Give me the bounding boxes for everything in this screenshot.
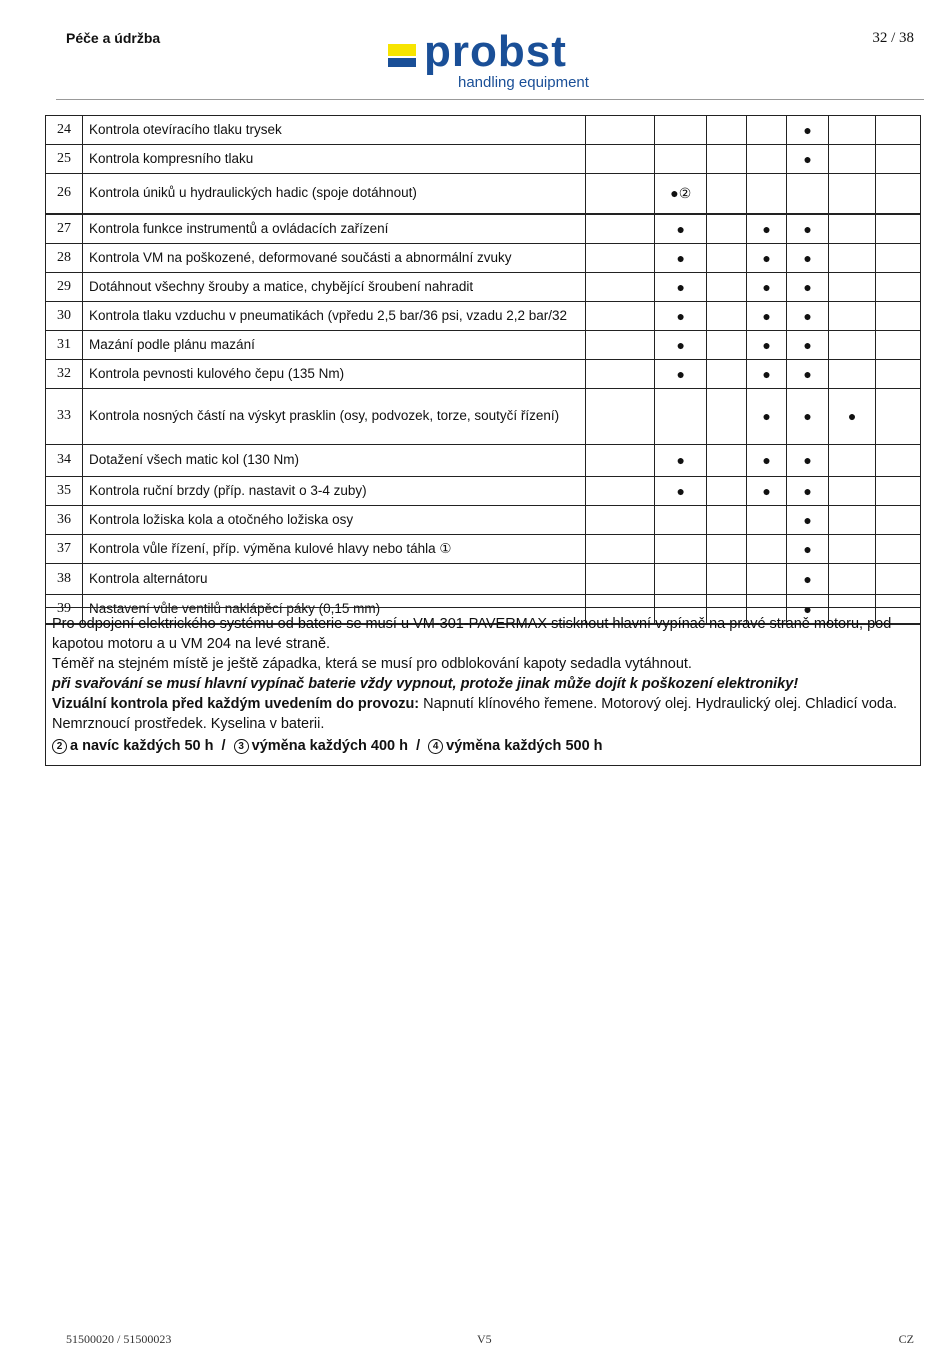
legend-separator: / [221, 738, 226, 754]
row-number: 39 [46, 594, 83, 624]
visual-check-label: Vizuální kontrola před každým uvedením do provozu: [52, 696, 420, 712]
interval-mark-cell [747, 534, 787, 563]
table-row [46, 272, 921, 301]
interval-mark-cell [829, 145, 876, 174]
interval-mark-cell [707, 243, 747, 272]
table-row [46, 145, 921, 174]
interval-mark-cell: ● [655, 301, 707, 330]
table-row [46, 505, 921, 534]
row-number: 25 [46, 145, 83, 174]
interval-mark-cell: ● [747, 301, 787, 330]
interval-mark-cell [707, 563, 747, 594]
interval-mark-cell: ● [787, 116, 829, 145]
legend-symbol-2: 2 [52, 739, 67, 754]
interval-mark-cell [707, 359, 747, 388]
interval-mark-cell: ● [655, 359, 707, 388]
interval-mark-cell: ● [787, 359, 829, 388]
interval-mark-cell [876, 388, 921, 444]
interval-mark-cell: ●② [655, 174, 707, 214]
table-row [46, 476, 921, 505]
table-row [46, 174, 921, 214]
interval-mark-cell [829, 116, 876, 145]
interval-mark-cell [876, 174, 921, 214]
interval-mark-cell [876, 116, 921, 145]
row-description: Kontrola nosných částí na výskyt prasklin (osy, podvozek, torze, soutyčí řízení) [82, 388, 585, 444]
legend-text-2: a navíc každých 50 h [70, 738, 214, 754]
row-number: 34 [46, 444, 83, 476]
interval-mark-cell: ● [787, 301, 829, 330]
interval-mark-cell [586, 505, 655, 534]
row-number: 33 [46, 388, 83, 444]
interval-mark-cell [876, 563, 921, 594]
interval-mark-cell [655, 505, 707, 534]
table-row [46, 243, 921, 272]
row-description: Kontrola otevíracího tlaku trysek [82, 116, 585, 145]
interval-mark-cell [829, 359, 876, 388]
interval-mark-cell [586, 301, 655, 330]
interval-mark-cell [747, 145, 787, 174]
interval-mark-cell: ● [747, 388, 787, 444]
interval-mark-cell [586, 116, 655, 145]
row-number: 24 [46, 116, 83, 145]
interval-mark-cell: ● [787, 476, 829, 505]
interval-mark-cell [747, 174, 787, 214]
row-description: Mazání podle plánu mazání [82, 330, 585, 359]
interval-mark-cell [829, 563, 876, 594]
interval-mark-cell: ● [787, 388, 829, 444]
interval-mark-cell [876, 214, 921, 244]
interval-mark-cell [707, 214, 747, 244]
interval-mark-cell [829, 243, 876, 272]
interval-mark-cell [876, 272, 921, 301]
legend [52, 736, 914, 756]
interval-mark-cell: ● [655, 272, 707, 301]
row-description: Kontrola ložiska kola a otočného ložiska osy [82, 505, 585, 534]
interval-mark-cell [829, 214, 876, 244]
logo-yellow-bar [388, 44, 416, 56]
interval-mark-cell: ● [747, 476, 787, 505]
table-row [46, 444, 921, 476]
table-row [46, 330, 921, 359]
interval-mark-cell [829, 476, 876, 505]
interval-mark-cell [586, 174, 655, 214]
interval-mark-cell: ● [655, 214, 707, 244]
note-disconnect: Pro odpojení elektrického systému od baterie se musí u VM-301-PAVERMAX stisknout hlavní vypínač na pravé straně motoru, pod kapotou motoru a u VM 204 na levé straně. [52, 616, 892, 652]
interval-mark-cell: ● [787, 214, 829, 244]
row-description: Kontrola kompresního tlaku [82, 145, 585, 174]
visual-check-text: Napnutí klínového řemene. Motorový olej. Hydraulický olej. Chladicí voda. Nemrznoucí prostředek. Kyselina v baterii. [52, 696, 898, 732]
interval-mark-cell [707, 330, 747, 359]
note-welding-warning: při svařování se musí hlavní vypínač baterie vždy vypnout, protože jinak může dojít k poškození elektroniky! [52, 676, 799, 692]
interval-mark-cell [586, 388, 655, 444]
row-description: Kontrola alternátoru [82, 563, 585, 594]
interval-mark-cell: ● [787, 145, 829, 174]
row-number: 31 [46, 330, 83, 359]
interval-mark-cell [707, 174, 747, 214]
table-row [46, 359, 921, 388]
row-number: 27 [46, 214, 83, 244]
interval-mark-cell [876, 243, 921, 272]
interval-mark-cell [655, 388, 707, 444]
interval-mark-cell [829, 534, 876, 563]
interval-mark-cell: ● [787, 594, 829, 624]
interval-mark-cell [829, 505, 876, 534]
row-description: Dotáhnout všechny šrouby a matice, chybějící šroubení nahradit [82, 272, 585, 301]
row-description: Dotažení všech matic kol (130 Nm) [82, 444, 585, 476]
interval-mark-cell [707, 444, 747, 476]
footer-language: CZ [898, 1332, 914, 1346]
interval-mark-cell [876, 476, 921, 505]
interval-mark-cell [586, 243, 655, 272]
interval-mark-cell [586, 563, 655, 594]
maintenance-table [45, 115, 921, 625]
interval-mark-cell [707, 534, 747, 563]
interval-mark-cell: ● [829, 388, 876, 444]
interval-mark-cell [829, 174, 876, 214]
interval-mark-cell [829, 272, 876, 301]
legend-text-4: výměna každých 500 h [446, 738, 603, 754]
interval-mark-cell [586, 359, 655, 388]
interval-mark-cell [747, 505, 787, 534]
row-number: 32 [46, 359, 83, 388]
table-row [46, 214, 921, 244]
interval-mark-cell [655, 563, 707, 594]
row-number: 26 [46, 174, 83, 214]
interval-mark-cell [655, 116, 707, 145]
interval-mark-cell [707, 505, 747, 534]
interval-mark-cell: ● [655, 243, 707, 272]
interval-mark-cell [829, 301, 876, 330]
legend-separator: / [416, 738, 421, 754]
interval-mark-cell: ● [747, 243, 787, 272]
note-latch: Téměř na stejném místě je ještě západka, která se musí pro odblokování kapoty sedadla vytáhnout. [52, 656, 692, 672]
interval-mark-cell: ● [787, 534, 829, 563]
row-description: Kontrola úniků u hydraulických hadic (spoje dotáhnout) [82, 174, 585, 214]
row-description: Kontrola ruční brzdy (příp. nastavit o 3-4 zuby) [82, 476, 585, 505]
interval-mark-cell: ● [787, 272, 829, 301]
table-row [46, 534, 921, 563]
header-divider [56, 99, 924, 100]
table-row [46, 301, 921, 330]
interval-mark-cell [876, 534, 921, 563]
interval-mark-cell [707, 145, 747, 174]
row-description: Kontrola tlaku vzduchu v pneumatikách (vpředu 2,5 bar/36 psi, vzadu 2,2 bar/32 [82, 301, 585, 330]
interval-mark-cell [829, 330, 876, 359]
row-number: 28 [46, 243, 83, 272]
interval-mark-cell [876, 301, 921, 330]
row-description: Kontrola vůle řízení, příp. výměna kulové hlavy nebo táhla ① [82, 534, 585, 563]
row-description: Kontrola VM na poškozené, deformované součásti a abnormální zvuky [82, 243, 585, 272]
section-title: Péče a údržba [66, 30, 161, 46]
interval-mark-cell [747, 116, 787, 145]
interval-mark-cell [707, 388, 747, 444]
interval-mark-cell: ● [655, 444, 707, 476]
interval-mark-cell [787, 174, 829, 214]
table-row [46, 116, 921, 145]
interval-mark-cell: ● [787, 330, 829, 359]
row-number: 29 [46, 272, 83, 301]
row-number: 35 [46, 476, 83, 505]
interval-mark-cell: ● [747, 359, 787, 388]
probst-logo [388, 27, 618, 94]
interval-mark-cell [707, 116, 747, 145]
footer-version: V5 [477, 1332, 492, 1346]
legend-symbol-3: 3 [234, 739, 249, 754]
interval-mark-cell [586, 476, 655, 505]
row-number: 36 [46, 505, 83, 534]
interval-mark-cell [586, 214, 655, 244]
logo-blue-bar [388, 58, 416, 67]
interval-mark-cell [707, 272, 747, 301]
interval-mark-cell [876, 444, 921, 476]
interval-mark-cell [655, 534, 707, 563]
notes-box [45, 607, 921, 766]
interval-mark-cell [586, 272, 655, 301]
footer-doc-number: 51500020 / 51500023 [66, 1332, 172, 1346]
interval-mark-cell: ● [655, 330, 707, 359]
interval-mark-cell [876, 505, 921, 534]
page-number: 32 / 38 [872, 30, 914, 46]
legend-text-3: výměna každých 400 h [251, 738, 408, 754]
interval-mark-cell: ● [787, 243, 829, 272]
interval-mark-cell [707, 301, 747, 330]
interval-mark-cell [747, 563, 787, 594]
table-row [46, 388, 921, 444]
interval-mark-cell [876, 359, 921, 388]
interval-mark-cell [586, 145, 655, 174]
row-number: 30 [46, 301, 83, 330]
interval-mark-cell [586, 444, 655, 476]
interval-mark-cell [707, 476, 747, 505]
interval-mark-cell [876, 145, 921, 174]
interval-mark-cell: ● [655, 476, 707, 505]
interval-mark-cell: ● [787, 563, 829, 594]
row-description: Kontrola pevnosti kulového čepu (135 Nm) [82, 359, 585, 388]
note-visual-check [52, 694, 914, 734]
interval-mark-cell: ● [747, 272, 787, 301]
row-number: 38 [46, 563, 83, 594]
interval-mark-cell [586, 330, 655, 359]
interval-mark-cell: ● [747, 330, 787, 359]
table-row [46, 563, 921, 594]
interval-mark-cell: ● [747, 444, 787, 476]
interval-mark-cell: ● [787, 444, 829, 476]
logo-tagline: handling equipment [458, 74, 589, 91]
interval-mark-cell [655, 145, 707, 174]
interval-mark-cell [876, 330, 921, 359]
interval-mark-cell [829, 444, 876, 476]
interval-mark-cell: ● [747, 214, 787, 244]
row-description: Nastavení vůle ventilů naklápěcí páky (0,15 mm) [82, 594, 585, 624]
row-description: Kontrola funkce instrumentů a ovládacích zařízení [82, 214, 585, 244]
interval-mark-cell [586, 534, 655, 563]
legend-symbol-4: 4 [428, 739, 443, 754]
logo-wordmark: probst [424, 27, 567, 76]
row-number: 37 [46, 534, 83, 563]
interval-mark-cell: ● [787, 505, 829, 534]
